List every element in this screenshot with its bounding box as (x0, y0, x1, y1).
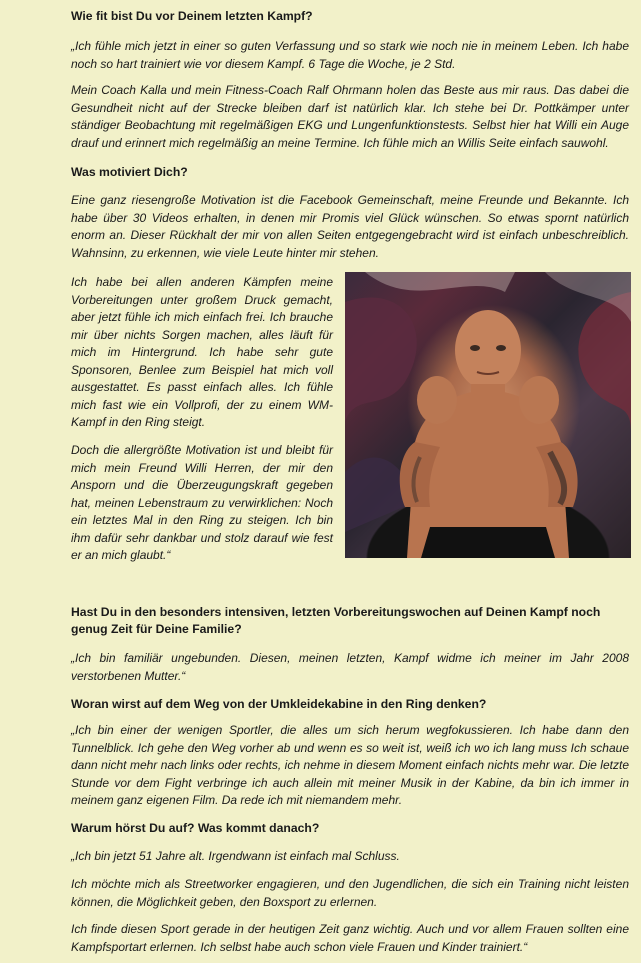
answer-paragraph: Ich möchte mich als Streetworker engagieren, und den Jugendlichen, die sich ein Training nicht leisten können, die Möglichkeit geben, den Boxsport zu erlernen. (71, 877, 629, 909)
question-heading: Was motiviert Dich? (71, 165, 188, 179)
answer-paragraph: „Ich fühle mich jetzt in einer so guten Verfassung und so stark wie noch nie in meinem Leben. Ich habe noch so hart trainiert wie vor diesem Kampf. 6 Tage die Woche, je 2 Std. (71, 39, 629, 71)
question-heading: Warum hörst Du auf? Was kommt danach? (71, 821, 320, 835)
answer-paragraph: „Ich bin jetzt 51 Jahre alt. Irgendwann ist einfach mal Schluss. (71, 849, 400, 863)
boxer-photo-illustration (345, 272, 631, 558)
answer-paragraph: Mein Coach Kalla und mein Fitness-Coach Ralf Ohrmann holen das Beste aus mir raus. Das dabei die Gesundheit nicht auf der Strecke bleiben darf ist natürlich klar. Ich stehe bei Dr. Pottkämper unter ständiger Beobachtung mit regelmäßigen EKG und Lungenfunktionstests. Selbst hier hat Willi ein Auge drauf und erinnert mich regelmäßig an meine Termine. Ich fühle mich an Willis Seite einfach sauwohl. (71, 83, 629, 150)
question-heading: Hast Du in den besonders intensiven, letzten Vorbereitungswochen auf Deinen Kampf noch genug Zeit für Deine Familie? (71, 605, 601, 636)
answer-paragraph: „Ich bin einer der wenigen Sportler, die alles um sich herum wegfokussieren. Ich habe dann den Tunnelblick. Ich gehe den Weg vorher ab und wenn es so weit ist, weiß ich wo ich lang muss Ich schaue dann nicht mehr nach links oder rechts, ich nehme in diesem Moment einfach nichts mehr war. Die letzte Stunde vor dem Fight verbringe ich auch allein mit meiner Musik in der Kabine, da bin ich immer in meinem ganz eigenen Film. Da rede ich mit niemandem mehr. (71, 723, 629, 807)
answer-paragraph: Ich habe bei allen anderen Kämpfen meine Vorbereitungen unter großem Druck gemacht, aber jetzt fühle ich mich einfach frei. Ich brauche mir über nichts Sorgen machen, alles läuft für mich im Hintergrund. Ich habe sehr gute Sponsoren, Benlee zum Beispiel hat mich voll ausgestattet. Es passt einfach alles. Ich fühle mich fast wie ein Vollprofi, der zu einem WM-Kampf in den Ring steigt. (71, 275, 333, 429)
answer-paragraph: Doch die allergrößte Motivation ist und bleibt für mich mein Freund Willi Herren, der mir den Ansporn und die Überzeugungskraft gegeben hat, meinen Lebenstraum zu verwirklichen: Noch ein letztes Mal in den Ring zu steigen. Ich bin ihm dafür sehr dankbar und stolz darauf wie fest er an mich glaubt.“ (71, 443, 333, 562)
answer-paragraph: Eine ganz riesengroße Motivation ist die Facebook Gemeinschaft, meine Freunde und Bekannte. Ich habe über 30 Videos erhalten, in denen mir Promis viel Glück wünschen. So etwas spornt natürlich enorm an. Dieser Rückhalt der mir von allen Seiten entgegengebracht wird ist einfach unbeschreiblich. Wahnsinn, zu erkennen, wie viele Leute hinter mir stehen. (71, 193, 629, 260)
boxer-photo (345, 272, 631, 558)
question-heading: Woran wirst auf dem Weg von der Umkleidekabine in den Ring denken? (71, 697, 487, 711)
question-heading: Wie fit bist Du vor Deinem letzten Kampf? (71, 9, 313, 23)
answer-paragraph: „Ich bin familiär ungebunden. Diesen, meinen letzten, Kampf widme ich meiner im Jahr 2008 verstorbenen Mutter.“ (71, 651, 629, 683)
answer-paragraph: Ich finde diesen Sport gerade in der heutigen Zeit ganz wichtig. Auch und vor allem Frauen sollten eine Kampfsportart erlernen. Ich selbst habe auch schon viele Frauen und Kinder trainiert.“ (71, 922, 629, 954)
